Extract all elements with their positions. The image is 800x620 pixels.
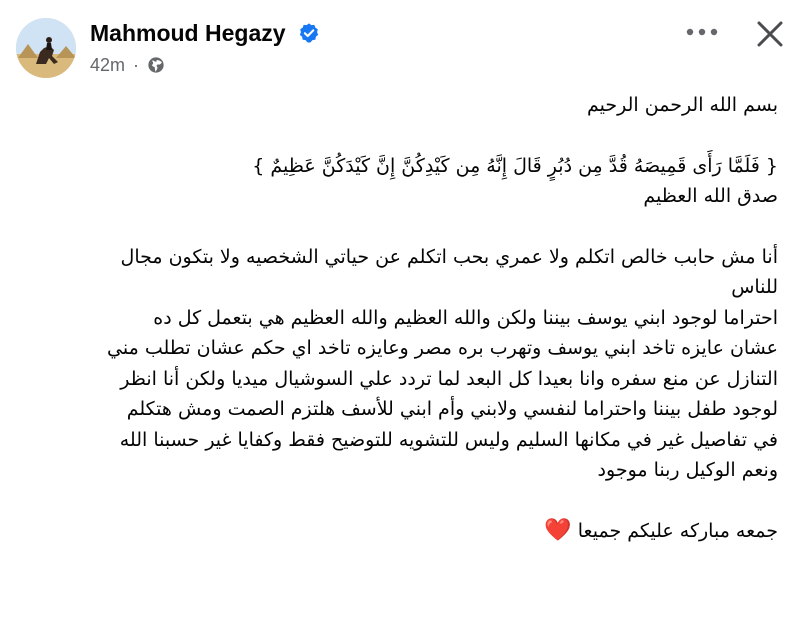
close-icon	[756, 20, 784, 48]
paragraph-line: ونعم الوكيل ربنا موجود	[597, 459, 778, 481]
paragraph-line: احتراما لوجود ابني يوسف بيننا ولكن والله العظيم والله العظيم هي بتعمل كل ده	[153, 306, 778, 329]
post-text	[18, 90, 778, 546]
meta-separator: ·	[133, 54, 140, 75]
more-options-button[interactable]	[682, 14, 722, 50]
paragraph-line: أنا مش حابب خالص اتكلم ولا عمري بحب اتكلم عن حياتي الشخصيه ولا بتكون مجال	[120, 245, 778, 268]
verified-badge-icon	[298, 22, 320, 44]
post-header	[0, 0, 800, 90]
post-meta	[90, 53, 165, 77]
sadaq-line: صدق الله العظيم	[643, 185, 778, 207]
spacer	[18, 486, 778, 516]
quran-verse-line: { فَلَمَّا رَأَى قَمِيصَهُ قُدَّ مِن دُبُرٍ قَالَ إِنَّهُ مِن كَيْدِكُنَّ إِنَّ كَيْدَكُنَّ عَظِيمٌ }	[252, 154, 778, 177]
basmala-line: بسم الله الرحمن الرحيم	[587, 94, 778, 116]
closing-line	[18, 516, 778, 547]
avatar-image	[16, 18, 76, 78]
paragraph-line: في تفاصيل غير في مكانها السليم وليس للتشويه للتوضيح فقط وكفايا غير حسبنا الله	[119, 428, 778, 451]
more-options-icon	[685, 27, 719, 37]
author-avatar[interactable]	[16, 18, 76, 78]
post-timestamp[interactable]: 42m	[90, 54, 126, 75]
globe-icon[interactable]	[147, 56, 165, 74]
close-button[interactable]	[748, 12, 792, 56]
paragraph-line: للناس	[731, 276, 778, 298]
paragraph-line: لوجود طفل بيننا واحتراما لنفسي ولابني وأم ابني للأسف هلتزم الصمت ومش هتكلم	[126, 398, 778, 420]
spacer	[18, 121, 778, 151]
paragraph-line: عشان عايزه تاخد ابني يوسف وتهرب بره مصر وعايزه تاخد اي حكم عشان تطلب مني	[107, 337, 778, 359]
spacer	[18, 212, 778, 242]
closing-text: جمعه مباركه عليكم جميعا	[577, 519, 778, 542]
author-name[interactable]: Mahmoud Hegazy	[90, 20, 286, 46]
paragraph-line: التنازل عن منع سفره وانا بعيدا كل البعد لما تردد علي السوشيال ميديا ولكن أنا انظر	[120, 367, 778, 390]
red-heart-icon: ❤️	[544, 517, 572, 543]
